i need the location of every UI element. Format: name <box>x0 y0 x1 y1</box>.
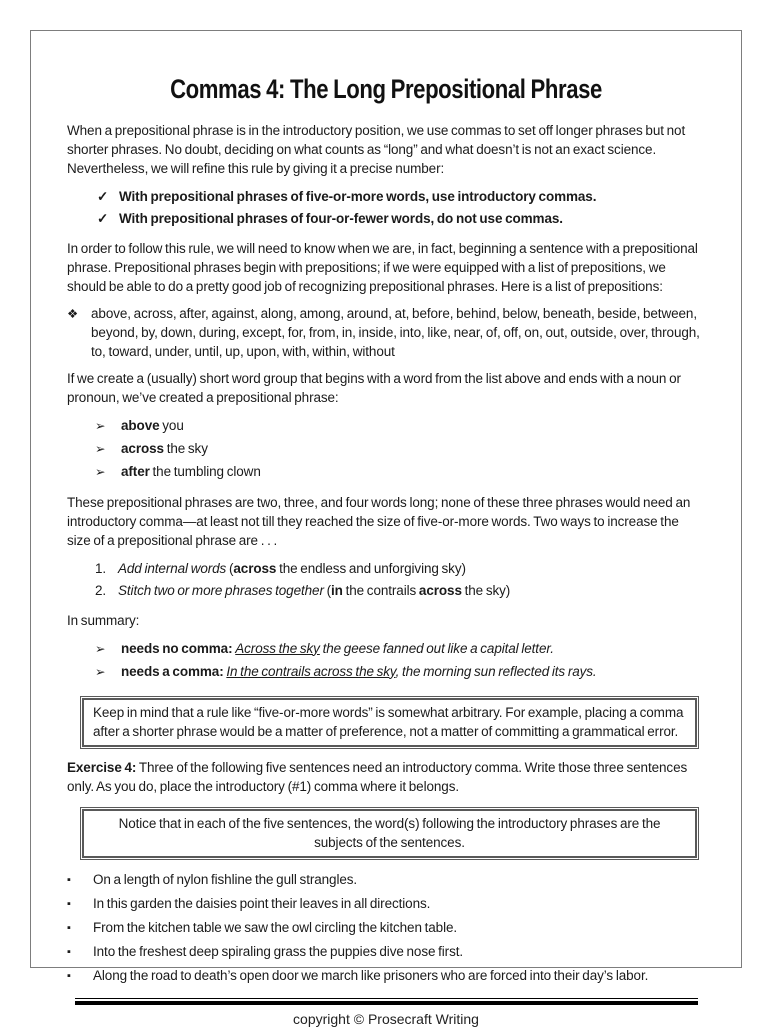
create-phrase-paragraph: If we create a (usually) short word group that begins with a word from the list above and ends with a noun or pronoun, we’ve created a prepositional phrase: <box>67 370 681 405</box>
exercise-sentence <box>67 918 705 938</box>
exercise-sentence <box>67 870 705 890</box>
exercise-sentence-list <box>67 869 705 991</box>
diamond-icon: ❖ <box>67 306 79 321</box>
summary-item <box>67 639 705 659</box>
rule-item <box>67 187 705 206</box>
summary-text: needs no comma: Across the sky the geese fanned out like a capital letter. <box>121 640 554 656</box>
rule-text: With prepositional phrases of five-or-more words, use introductory commas. <box>119 188 597 204</box>
phrase-example-list <box>67 415 705 485</box>
arrow-icon: ➢ <box>95 418 106 433</box>
arrow-icon: ➢ <box>95 664 106 679</box>
arrow-icon: ➢ <box>95 441 106 456</box>
sentence-text: In this garden the daisies point their leaves in all directions. <box>93 896 431 912</box>
exercise-sentence <box>67 894 705 914</box>
summary-list <box>67 638 705 685</box>
phrase-length-paragraph: These prepositional phrases are two, three, and four words long; none of these three phrases would need an introductory comma—at least not till they reached the size of five-or-more words. Two ways to increase the size of a prepositional phrase are . . . <box>67 494 691 548</box>
arrow-icon: ➢ <box>95 464 106 479</box>
phrase-example-text: after the tumbling clown <box>121 463 261 479</box>
keep-in-mind-note-box <box>80 696 699 749</box>
summary-label: In summary: <box>67 612 140 628</box>
sentence-text: Along the road to death’s open door we march like prisoners who are forced into their day’s labor. <box>93 968 649 984</box>
exercise-instructions: Exercise 4: Three of the following five sentences need an introductory comma. Write those three sentences only. As you do, place the introductory (#1) comma where it belongs. <box>67 759 688 794</box>
arrow-icon: ➢ <box>95 641 106 656</box>
check-icon: ✓ <box>97 188 109 204</box>
phrase-example-item <box>67 439 705 459</box>
list-number: 2. <box>95 582 107 598</box>
summary-text: needs a comma: In the contrails across the sky, the morning sun reflected its rays. <box>121 663 597 679</box>
intro-paragraph: When a prepositional phrase is in the introductory position, we use commas to set off longer phrases but not shorter phrases. No doubt, deciding on what counts as “long” and what doesn’t is not an exact science. Nevertheless, we will refine this rule by giving it a precise number: <box>67 122 686 176</box>
notice-note-text: Notice that in each of the five sentences, the word(s) following the introductory phrases are the subjects of the sentences. <box>118 815 661 850</box>
way-item <box>67 581 705 600</box>
ways-list <box>67 558 705 603</box>
rule-text: With prepositional phrases of four-or-fewer words, do not use commas. <box>119 210 563 226</box>
phrase-example-item <box>67 416 705 436</box>
copyright-text: copyright © Prosecraft Writing <box>293 1011 479 1028</box>
exercise-sentence <box>67 966 705 986</box>
rule-item <box>67 209 705 228</box>
follow-rule-paragraph: In order to follow this rule, we will need to know when we are, in fact, beginning a sentence with a prepositional phrase. Prepositional phrases begin with prepositions; if we were equipped with a list of prepositions, we should be able to do a pretty good job of recognizing prepositional phrases. Here is a list of prepositions: <box>67 240 698 294</box>
notice-note-box <box>80 807 699 860</box>
way-text: Stitch two or more phrases together (in the contrails across the sky) <box>118 582 511 598</box>
page-title: Commas 4: The Long Prepositional Phrase <box>170 74 602 104</box>
way-item <box>67 559 705 578</box>
preposition-list-item <box>67 304 705 361</box>
sentence-text: Into the freshest deep spiraling grass the puppies dive nose first. <box>93 944 464 960</box>
list-number: 1. <box>95 560 107 576</box>
square-bullet-icon: ▪ <box>67 946 71 959</box>
rule-list <box>67 186 705 231</box>
footer-divider <box>75 998 698 1005</box>
check-icon: ✓ <box>97 210 109 226</box>
square-bullet-icon: ▪ <box>67 922 71 935</box>
way-text: Add internal words (across the endless and unforgiving sky) <box>118 560 466 576</box>
page-footer <box>67 998 705 1033</box>
sentence-text: From the kitchen table we saw the owl circling the kitchen table. <box>93 920 458 936</box>
prepositions-text: above, across, after, against, along, among, around, at, before, behind, below, beneath, beside, between, beyond, by, down, during, except, for, from, in, inside, into, like, near, of, off, on, out, outside, over, through, to, toward, under, until, up, upon, with, within, without <box>91 305 700 359</box>
worksheet-page <box>30 30 742 1028</box>
phrase-example-item <box>67 462 705 482</box>
square-bullet-icon: ▪ <box>67 970 71 983</box>
phrase-example-text: across the sky <box>121 440 208 456</box>
summary-item <box>67 662 705 682</box>
square-bullet-icon: ▪ <box>67 898 71 911</box>
keep-in-mind-note-text: Keep in mind that a rule like “five-or-more words” is somewhat arbitrary. For example, placing a comma after a shorter phrase would be a matter of preference, not a matter of committing a grammatical error. <box>93 704 684 739</box>
sentence-text: On a length of nylon fishline the gull strangles. <box>93 872 358 888</box>
exercise-sentence <box>67 942 705 962</box>
phrase-example-text: above you <box>121 417 184 433</box>
square-bullet-icon: ▪ <box>67 874 71 887</box>
